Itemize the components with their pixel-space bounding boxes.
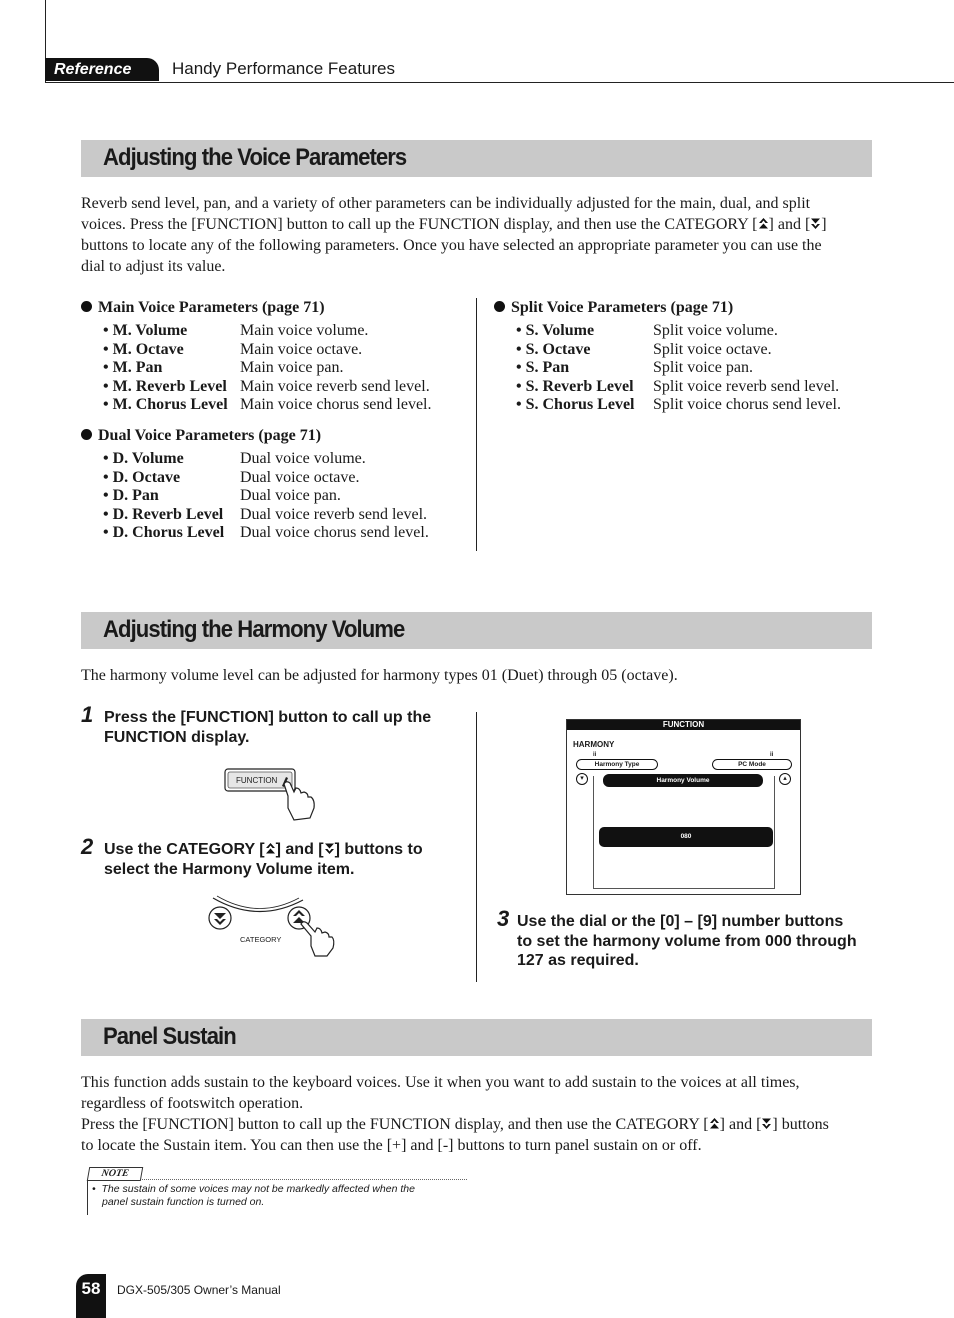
step-line: to set the harmony volume from 000 through: [517, 932, 857, 950]
list-item: [494, 322, 874, 341]
param-desc: Dual voice volume.: [240, 450, 366, 467]
param-name: • S. Octave: [516, 340, 591, 358]
param-name: • D. Pan: [103, 487, 159, 504]
lcd-up-icon: ▴: [779, 773, 791, 785]
manual-title: DGX-505/305 Owner’s Manual: [117, 1283, 281, 1297]
list-item: [81, 469, 471, 488]
main-voice-parameters-list: [81, 298, 471, 415]
text-segment: ]: [821, 216, 827, 233]
voice-intro-line: buttons to locate any of the following parameters. Once you have selected an appropriate parameter you can use the: [81, 237, 822, 254]
lcd-pc-mode-item: PC Mode: [712, 759, 792, 770]
list-item: [81, 524, 471, 543]
step-3-text: [517, 912, 857, 971]
param-name: • M. Octave: [103, 340, 184, 358]
lcd-marker-icon: ii: [770, 752, 774, 758]
list-heading: [81, 298, 471, 317]
text-segment: ] and [: [719, 1116, 762, 1133]
step-line: select the Harmony Volume item.: [104, 860, 355, 878]
page-number: 58: [76, 1274, 106, 1318]
list-item: [81, 341, 471, 360]
list-heading: [81, 426, 471, 445]
note-side-rule: [87, 1180, 88, 1215]
category-up-icon: [758, 217, 769, 230]
column-divider: [476, 712, 477, 982]
param-name: • D. Volume: [103, 450, 184, 467]
step-number: 3: [497, 906, 510, 931]
param-name: • M. Reverb Level: [103, 377, 227, 395]
lcd-down-icon: ▾: [576, 773, 588, 785]
note-line: • The sustain of some voices may not be markedly affected when the: [92, 1183, 415, 1195]
category-label: CATEGORY: [240, 935, 282, 944]
lcd-marker-icon: ii: [593, 752, 597, 758]
category-down-icon: [324, 842, 335, 855]
step-line: Use the dial or the [0] – [9] number buttons: [517, 913, 844, 930]
list-item: [81, 322, 471, 341]
param-name: • M. Pan: [103, 359, 163, 376]
list-item: [81, 359, 471, 378]
list-item: [494, 341, 874, 360]
list-item: [494, 359, 874, 378]
param-desc: Dual voice reverb send level.: [240, 505, 428, 523]
param-desc: Main voice pan.: [240, 359, 344, 376]
sustain-line: regardless of footswitch operation.: [81, 1095, 304, 1112]
step-line: [104, 840, 423, 860]
text-segment: ] buttons to: [334, 841, 423, 858]
header-title: Handy Performance Features: [172, 59, 395, 78]
function-display-lcd: [566, 719, 801, 895]
text-segment: voices. Press the [FUNCTION] button to call up the FUNCTION display, and then use the CATEGORY [: [81, 216, 758, 233]
param-name: • D. Chorus Level: [103, 524, 225, 541]
param-desc: Split voice pan.: [653, 359, 753, 376]
param-desc: Main voice reverb send level.: [240, 377, 430, 395]
step-line: Press the [FUNCTION] button to call up the: [104, 709, 432, 726]
list-item: [81, 506, 471, 525]
bullet-dot-icon: [81, 429, 92, 440]
header-rule: [45, 82, 954, 83]
param-name: • S. Volume: [516, 322, 595, 339]
lcd-title: FUNCTION: [567, 720, 800, 730]
bullet-dot-icon: [81, 301, 92, 312]
text-segment: ] and [: [275, 841, 324, 858]
param-desc: Split voice chorus send level.: [653, 396, 841, 413]
param-desc: Split voice octave.: [653, 340, 772, 358]
list-title: Dual Voice Parameters (page 71): [98, 427, 322, 444]
category-buttons-illustration: [203, 888, 339, 958]
list-item: [81, 396, 471, 415]
section-heading: Adjusting the Voice Parameters: [103, 144, 407, 171]
section-bar-panel-sustain: [81, 1019, 872, 1056]
param-name: • M. Volume: [103, 322, 188, 339]
param-desc: Dual voice pan.: [240, 487, 341, 504]
step-line: 127 as required.: [517, 952, 639, 969]
list-item: [81, 378, 471, 397]
lcd-value-box: 080: [599, 827, 773, 847]
param-desc: Dual voice octave.: [240, 468, 360, 486]
step-number: 2: [81, 834, 94, 859]
text-segment: The sustain of some voices may not be markedly affected when the: [101, 1183, 415, 1195]
param-desc: Main voice volume.: [240, 322, 369, 339]
list-item: [494, 396, 874, 415]
step-2-text: [104, 840, 423, 879]
voice-intro-line: Reverb send level, pan, and a variety of other parameters can be individually adjusted for the main, dual, and split: [81, 195, 811, 212]
param-desc: Split voice volume.: [653, 322, 778, 339]
sustain-line: to locate the Sustain item. You can then use the [+] and [-] buttons to turn panel sustain on or off.: [81, 1137, 702, 1154]
harmony-intro: The harmony volume level can be adjusted for harmony types 01 (Duet) through 05 (octave).: [81, 667, 678, 684]
step-line: FUNCTION display.: [104, 728, 250, 746]
sustain-line: This function adds sustain to the keyboard voices. Use it when you want to add sustain to the voices at all times,: [81, 1074, 800, 1091]
lcd-harmony-volume-item: Harmony Volume: [603, 774, 763, 787]
lcd-harmony-type-item: Harmony Type: [576, 759, 658, 770]
param-desc: Main voice octave.: [240, 340, 363, 358]
param-name: • S. Pan: [516, 359, 570, 376]
bullet-dot-icon: [494, 301, 505, 312]
note-line: panel sustain function is turned on.: [102, 1196, 265, 1208]
step-1-text: [104, 708, 431, 747]
param-name: • S. Chorus Level: [516, 396, 635, 413]
list-title: Split Voice Parameters (page 71): [511, 299, 734, 316]
list-item: [494, 378, 874, 397]
list-item: [81, 450, 471, 469]
category-up-icon: [265, 842, 276, 855]
column-divider: [476, 298, 477, 551]
list-item: [81, 487, 471, 506]
lcd-category: HARMONY: [573, 740, 615, 749]
category-down-icon: [761, 1117, 772, 1130]
param-name: • M. Chorus Level: [103, 396, 228, 413]
voice-intro-line: dial to adjust its value.: [81, 258, 226, 275]
text-segment: ] and [: [768, 216, 811, 233]
section-heading: Adjusting the Harmony Volume: [103, 616, 405, 643]
list-title: Main Voice Parameters (page 71): [98, 299, 325, 316]
sustain-line: [81, 1114, 873, 1135]
param-name: • D. Octave: [103, 468, 181, 486]
section-bar-harmony-volume: [81, 612, 872, 649]
reference-tab: Reference: [45, 58, 159, 81]
param-desc: Dual voice chorus send level.: [240, 524, 429, 541]
param-desc: Split voice reverb send level.: [653, 377, 840, 395]
param-desc: Main voice chorus send level.: [240, 396, 432, 413]
text-segment: Press the [FUNCTION] button to call up the FUNCTION display, and then use the CATEGORY [: [81, 1116, 709, 1133]
function-button-label: FUNCTION: [236, 776, 278, 785]
dual-voice-parameters-list: [81, 426, 471, 543]
category-up-icon: [709, 1117, 720, 1130]
function-button-illustration: [222, 764, 322, 822]
voice-intro-paragraph: [81, 193, 873, 277]
param-name: • D. Reverb Level: [103, 505, 224, 523]
step-number: 1: [81, 702, 94, 727]
param-name: • S. Reverb Level: [516, 377, 634, 395]
note-text: [92, 1183, 462, 1209]
section-heading: Panel Sustain: [103, 1023, 236, 1050]
category-down-icon: [810, 217, 821, 230]
note-label: NOTE: [87, 1167, 143, 1181]
text-segment: ] buttons: [772, 1116, 829, 1133]
text-segment: Use the CATEGORY [: [104, 841, 265, 858]
voice-intro-line: [81, 214, 873, 235]
list-heading: [494, 298, 874, 317]
note-top-rule: [87, 1179, 467, 1181]
section-bar-voice-parameters: [81, 140, 872, 177]
split-voice-parameters-list: [494, 298, 874, 415]
sustain-paragraph: [81, 1072, 873, 1156]
